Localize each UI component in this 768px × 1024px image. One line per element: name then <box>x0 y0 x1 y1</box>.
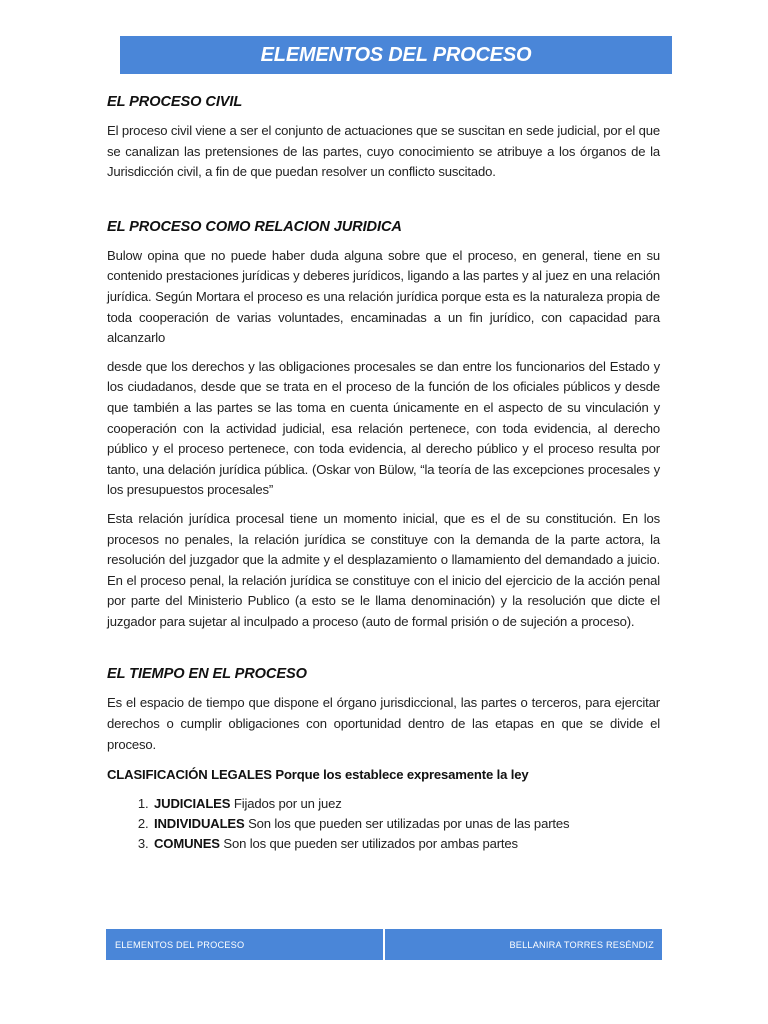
paragraph-derechos-obligaciones: desde que los derechos y las obligaciones procesales se dan entre los funcionarios del Estado y los ciudadanos, desde que se trata en el proceso de la función de los oficiales públicos y desde que también a las partes se las toma en cuenta únicamente en el aspecto de su vinculación y cooperación con la actividad judicial, esa relación pertenece, con toda evidencia, al derecho público y el proceso pertenece, con toda evidencia, al derecho público y el proceso resulta por tanto, una delación jurídica pública. (Oskar von Bülow, “la teoría de las excepciones procesales y los presupuestos procesales” <box>107 358 660 498</box>
paragraph-bulow: Bulow opina que no puede haber duda alguna sobre que el proceso, en general, tiene en su contenido prestaciones jurídicas y deberes jurídicos, ligando a las partes y al juez en una relación jurídica. Según Mortara el proceso es una relación jurídica porque esta es la naturaleza propia de toda cooperación de varias voluntades, encaminadas a un fin jurídico, con capacidad para alcanzarlo <box>107 247 660 346</box>
section-heading-proceso-civil: EL PROCESO CIVIL <box>107 94 243 110</box>
list-item-text: Son los que pueden ser utilizados por ambas partes <box>219 836 518 852</box>
list-item <box>152 814 660 834</box>
section-heading-relacion-juridica: EL PROCESO COMO RELACION JURIDICA <box>107 218 402 235</box>
page-footer <box>106 929 662 960</box>
list-item-text: Fijados por un juez <box>230 796 342 812</box>
classification-list <box>107 794 660 854</box>
paragraph-relacion-procesal: Esta relación jurídica procesal tiene un momento inicial, que es el de su constitución. En los procesos no penales, la relación jurídica se constituye con la demanda de la parte actora, la resolución del juzgador que la admite y el desplazamiento o llamamiento del demandado a juicio. En el proceso penal, la relación jurídica se constituye con el inicio del ejercicio de la acción penal por parte del Ministerio Publico (a esto se le llama denominación) y la resolución que dicte el juzgador para sujetar al inculpado a proceso (auto de formal prisión o de sujeción a proceso). <box>107 510 660 629</box>
list-item-term: COMUNES <box>154 836 220 852</box>
paragraph-tiempo: Es el espacio de tiempo que dispone el órgano jurisdiccional, las partes o terceros, para ejercitar derechos o cumplir obligaciones con oportunidad dentro de las etapas en que se divide el proceso. <box>107 695 660 752</box>
list-item-text: Son los que pueden ser utilizadas por unas de las partes <box>244 816 570 832</box>
footer-document-title: ELEMENTOS DEL PROCESO <box>106 929 383 960</box>
title-banner <box>120 36 672 74</box>
list-item <box>152 794 660 814</box>
list-item-term: JUDICIALES <box>154 796 231 812</box>
list-item <box>152 834 660 854</box>
classification-label: CLASIFICACIÓN LEGALES Porque los establece expresamente la ley <box>107 767 529 783</box>
section-heading-tiempo: EL TIEMPO EN EL PROCESO <box>107 666 307 683</box>
footer-author: BELLANIRA TORRES RESÉNDIZ <box>385 929 662 960</box>
document-body <box>107 94 660 854</box>
paragraph-proceso-civil: El proceso civil viene a ser el conjunto de actuaciones que se suscitan en sede judicial, por el que se canalizan las pretensiones de las partes, cuyo conocimiento se atribuye a los órganos de la Jurisdicción civil, a fin de que puedan resolver un conflicto suscitado. <box>107 123 660 180</box>
list-item-term: INDIVIDUALES <box>154 816 245 832</box>
page-title: ELEMENTOS DEL PROCESO <box>260 43 532 66</box>
